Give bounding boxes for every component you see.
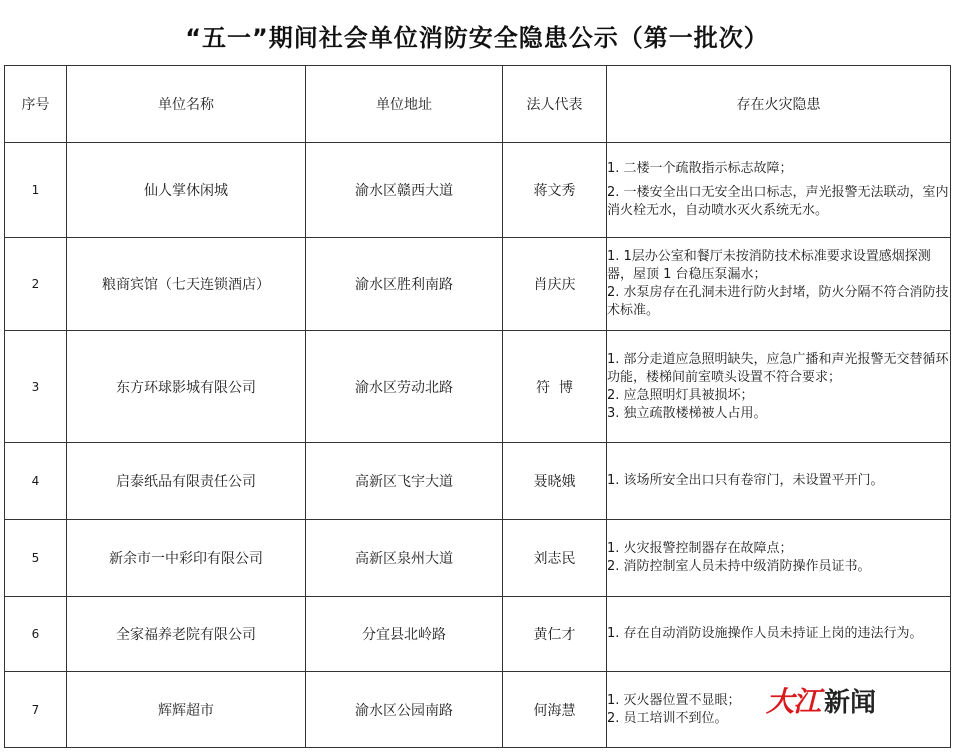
unit-name: 全家福养老院有限公司: [67, 597, 306, 672]
hazard-table: [4, 65, 951, 748]
table-row: [5, 597, 951, 672]
hazard-item: 1. 1层办公室和餐厅未按消防技术标准要求设置感烟探测器，屋顶 1 台稳压泵漏水；: [607, 249, 931, 282]
hazard-item: 1. 存在自动消防设施操作人员未持证上岗的违法行为。: [607, 626, 923, 641]
unit-address: 高新区飞宇大道: [306, 443, 503, 520]
table-row: [5, 331, 951, 443]
hazard-list: [607, 331, 951, 443]
hazard-item: 1. 该场所安全出口只有卷帘门，未设置平开门。: [607, 473, 884, 488]
row-index: 4: [5, 443, 67, 520]
column-header-name: 单位名称: [67, 66, 306, 143]
column-header-hazards: 存在火灾隐患: [607, 66, 951, 143]
legal-representative: 刘志民: [503, 520, 607, 597]
watermark-text: 新闻: [824, 687, 877, 718]
hazard-list: [607, 143, 951, 238]
dajiang-logo: 大江: [766, 685, 821, 718]
hazard-list: [607, 520, 951, 597]
table-row: [5, 520, 951, 597]
hazard-item: 3. 独立疏散楼梯被人占用。: [607, 405, 767, 421]
hazard-item: 2. 员工培训不到位。: [607, 710, 728, 726]
unit-name: 启泰纸品有限责任公司: [67, 443, 306, 520]
row-index: 6: [5, 597, 67, 672]
table-row: [5, 143, 951, 238]
table-row: [5, 238, 951, 331]
unit-address: 渝水区公园南路: [306, 672, 503, 748]
hazard-item: 2. 应急照明灯具被损坏；: [607, 387, 754, 403]
hazard-item: 2. 消防控制室人员未持中级消防操作员证书。: [607, 559, 871, 574]
legal-representative: 符 博: [503, 331, 607, 443]
legal-representative: 肖庆庆: [503, 238, 607, 331]
column-header-address: 单位地址: [306, 66, 503, 143]
hazard-item: 2. 水泵房存在孔洞未进行防火封堵，防火分隔不符合消防技术标准。: [607, 285, 949, 318]
unit-name: 粮商宾馆（七天连锁酒店）: [67, 238, 306, 331]
legal-representative: 何海慧: [503, 672, 607, 748]
unit-address: 分宜县北岭路: [306, 597, 503, 672]
unit-address: 渝水区劳动北路: [306, 331, 503, 443]
row-index: 1: [5, 143, 67, 238]
news-watermark: [762, 680, 880, 720]
row-index: 2: [5, 238, 67, 331]
hazard-item: 1. 火灾报警控制器存在故障点；: [607, 541, 793, 556]
unit-name: 新余市一中彩印有限公司: [67, 520, 306, 597]
hazard-item: 2. 一楼安全出口无安全出口标志，声光报警无法联动，室内消火栓无水，自动喷水灭火系统无水。: [607, 185, 949, 218]
row-index: 3: [5, 331, 67, 443]
hazard-item: 1. 部分走道应急照明缺失，应急广播和声光报警无交替循环功能，楼梯间前室喷头设置不符合要求；: [607, 351, 949, 385]
legal-representative: 黄仁才: [503, 597, 607, 672]
hazard-item: 1. 灭火器位置不显眼；: [607, 692, 741, 708]
hazard-list: [607, 443, 951, 520]
table-row: [5, 443, 951, 520]
hazard-list: [607, 597, 951, 672]
page-title: “五一”期间社会单位消防安全隐患公示（第一批次）: [185, 24, 769, 52]
unit-address: 渝水区赣西大道: [306, 143, 503, 238]
column-header-index: 序号: [5, 66, 67, 143]
legal-representative: 聂晓娥: [503, 443, 607, 520]
row-index: 5: [5, 520, 67, 597]
column-header-representative: 法人代表: [503, 66, 607, 143]
unit-name: 辉辉超市: [67, 672, 306, 748]
unit-address: 高新区泉州大道: [306, 520, 503, 597]
row-index: 7: [5, 672, 67, 748]
unit-name: 东方环球影城有限公司: [67, 331, 306, 443]
legal-representative: 蒋文秀: [503, 143, 607, 238]
unit-address: 渝水区胜利南路: [306, 238, 503, 331]
unit-name: 仙人掌休闲城: [67, 143, 306, 238]
hazard-item: 1. 二楼一个疏散指示标志故障；: [607, 161, 793, 176]
hazard-list: [607, 238, 951, 331]
table-header-row: [5, 66, 951, 143]
